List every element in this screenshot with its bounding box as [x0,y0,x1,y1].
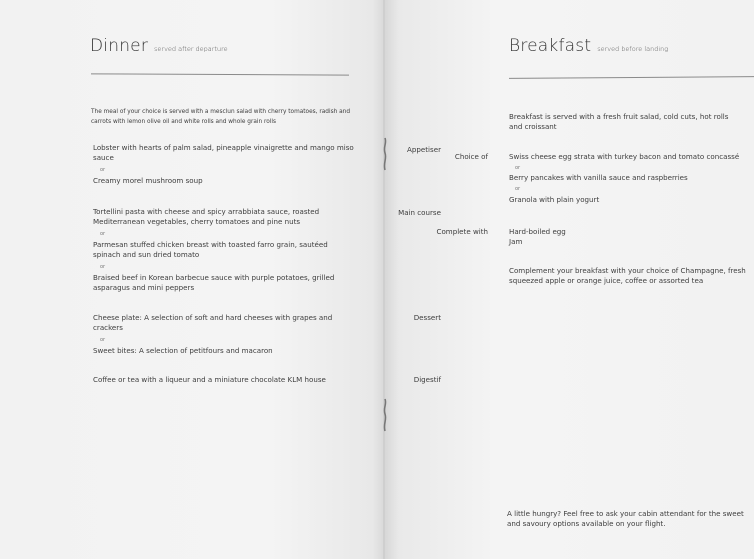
breakfast-subtitle: served before landing [597,45,669,53]
dinner-title: Dinner [90,36,149,56]
staple-top-icon [381,137,389,171]
complete-with-item-1: Hard-boiled egg [509,227,566,236]
main-course-option-1: Tortellini pasta with cheese and spicy arrabbiata sauce, roasted Mediterranean vegetables, cherry tomatoes and pine nuts [93,207,320,226]
breakfast-complement: Complement your breakfast with your choice of Champagne, fresh squeezed apple or orange juice, coffee or assorted tea [509,266,746,285]
appetiser-option-2: Creamy morel mushroom soup [93,176,203,185]
choice-of-or-2: or [515,186,521,192]
dinner-heading [90,36,228,56]
choice-of-option-3: Granola with plain yogurt [509,195,600,204]
dinner-intro: The meal of your choice is served with a mesclun salad with cherry tomatoes, radish and carrots with lemon olive oil and white rolls and whole grain rolls [91,109,351,125]
dinner-subtitle: served after departure [154,45,228,53]
main-course-or-2: or [100,264,106,270]
complete-with-item-2: Jam [509,237,523,246]
appetiser-option-1: Lobster with hearts of palm salad, pineapple vinaigrette and mango miso sauce [93,143,354,162]
digestif-text: Coffee or tea with a liqueur and a miniature chocolate KLM house [93,375,326,384]
hungry-note: A little hungry? Feel free to ask your cabin attendant for the sweet and savoury options available on your flight. [507,509,744,528]
choice-of-option-2: Berry pancakes with vanilla sauce and raspberries [509,173,688,182]
digestif-label: Digestif [413,375,441,384]
complete-with-label: Complete with [436,227,488,236]
breakfast-heading [509,36,668,56]
breakfast-intro: Breakfast is served with a fresh fruit salad, cold cuts, hot rolls and croissant [509,112,729,131]
main-course-option-2: Parmesan stuffed chicken breast with toasted farro grain, sautéed spinach and sun dried tomato [93,240,328,259]
appetiser-label: Appetiser [407,145,441,154]
main-course-label: Main course [398,208,441,217]
dessert-option-2: Sweet bites: A selection of petitfours and macaron [93,346,273,355]
choice-of-option-1: Swiss cheese egg strata with turkey bacon and tomato concassé [509,152,740,161]
main-course-option-3: Braised beef in Korean barbecue sauce with purple potatoes, grilled asparagus and mini peppers [93,273,335,292]
main-course-or-1: or [100,231,106,237]
dessert-or-1: or [100,337,106,343]
dessert-label: Dessert [413,313,441,322]
choice-of-label: Choice of [454,152,488,161]
choice-of-or-1: or [515,165,521,171]
breakfast-title: Breakfast [509,36,592,56]
dessert-option-1: Cheese plate: A selection of soft and hard cheeses with grapes and crackers [93,313,333,332]
appetiser-or-1: or [100,167,106,173]
spine-fold [383,0,385,559]
staple-bottom-icon [381,398,389,432]
